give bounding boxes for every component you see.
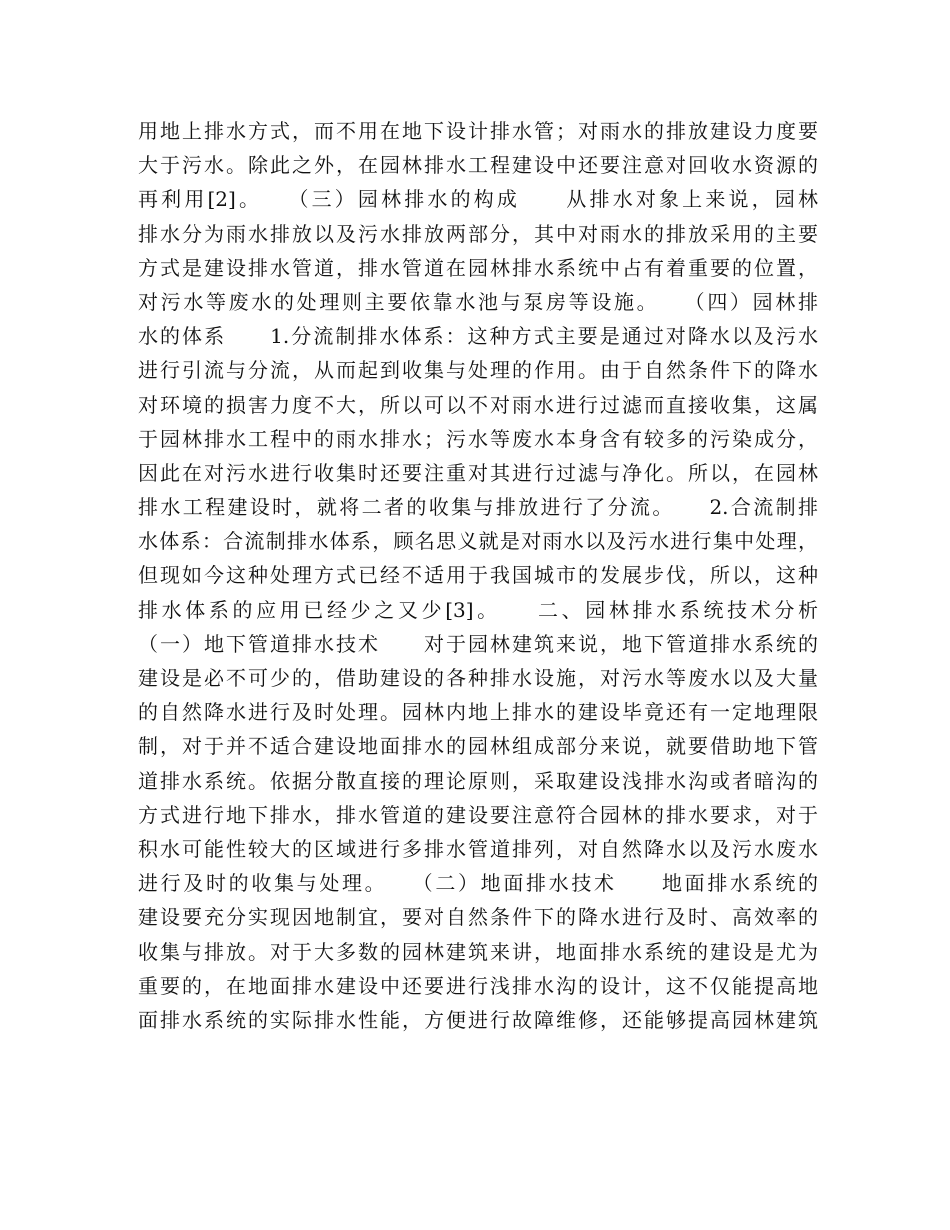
text-line: 排水分为雨水排放以及污水排放两部分，其中对雨水的排放采用的主要 bbox=[138, 221, 818, 246]
text-line: 建设要充分实现因地制宜，要对自然条件下的降水进行及时、高效率的 bbox=[138, 905, 818, 930]
text-line: 进行及时的收集与处理。 （二）地面排水技术 地面排水系统的 bbox=[138, 871, 818, 896]
text-line: 面排水系统的实际排水性能，方便进行故障维修，还能够提高园林建筑 bbox=[138, 1007, 818, 1032]
text-line: 排水工程建设时，就将二者的收集与排放进行了分流。 2.合流制排 bbox=[138, 495, 818, 520]
text-line: 道排水系统。依据分散直接的理论原则，采取建设浅排水沟或者暗沟的 bbox=[138, 768, 818, 793]
text-line: 的自然降水进行及时处理。园林内地上排水的建设毕竟还有一定地理限 bbox=[138, 700, 818, 725]
text-line: 积水可能性较大的区域进行多排水管道排列，对自然降水以及污水废水 bbox=[138, 836, 818, 861]
text-line: 对环境的损害力度不大，所以可以不对雨水进行过滤而直接收集，这属 bbox=[138, 392, 818, 417]
text-line: 于园林排水工程中的雨水排水；污水等废水本身含有较多的污染成分， bbox=[138, 426, 818, 451]
text-line: 方式是建设排水管道，排水管道在园林排水系统中占有着重要的位置， bbox=[138, 255, 818, 280]
text-line: 收集与排放。对于大多数的园林建筑来讲，地面排水系统的建设是尤为 bbox=[138, 939, 818, 964]
text-line: 重要的，在地面排水建设中还要进行浅排水沟的设计，这不仅能提高地 bbox=[138, 973, 818, 998]
text-line: 水的体系 1.分流制排水体系：这种方式主要是通过对降水以及污水 bbox=[138, 324, 818, 349]
text-line: 制，对于并不适合建设地面排水的园林组成部分来说，就要借助地下管 bbox=[138, 734, 818, 759]
text-line: 建设是必不可少的，借助建设的各种排水设施，对污水等废水以及大量 bbox=[138, 666, 818, 690]
text-line: 再利用[2]。 （三）园林排水的构成 从排水对象上来说，园林 bbox=[138, 187, 818, 212]
text-line: 但现如今这种处理方式已经不适用于我国城市的发展步伐，所以，这种 bbox=[138, 563, 818, 588]
body-text bbox=[138, 114, 818, 1037]
text-line: （一）地下管道排水技术 对于园林建筑来说，地下管道排水系统的 bbox=[138, 631, 818, 656]
text-line: 用地上排水方式，而不用在地下设计排水管；对雨水的排放建设力度要 bbox=[138, 119, 818, 143]
text-line: 进行引流与分流，从而起到收集与处理的作用。由于自然条件下的降水 bbox=[138, 358, 818, 383]
text-line: 水体系：合流制排水体系，顾名思义就是对雨水以及污水进行集中处理， bbox=[138, 529, 818, 554]
text-line: 因此在对污水进行收集时还要注重对其进行过滤与净化。所以，在园林 bbox=[138, 460, 818, 485]
text-line: 排水体系的应用已经少之又少[3]。 二、园林排水系统技术分析 bbox=[138, 597, 818, 622]
text-line: 方式进行地下排水，排水管道的建设要注意符合园林的排水要求，对于 bbox=[138, 802, 818, 827]
text-line: 大于污水。除此之外，在园林排水工程建设中还要注意对回收水资源的 bbox=[138, 153, 818, 178]
text-line: 对污水等废水的处理则主要依靠水池与泵房等设施。 （四）园林排 bbox=[138, 289, 818, 314]
